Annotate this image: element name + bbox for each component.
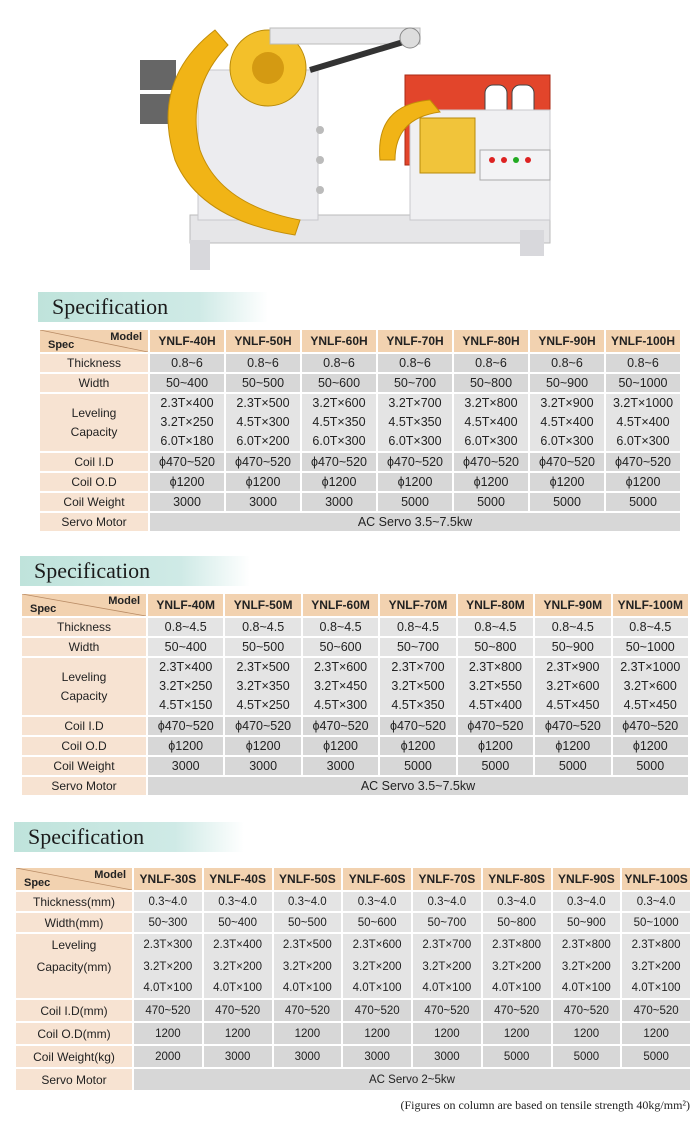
table-cell: 0.3~4.0 xyxy=(274,892,342,911)
model-header: YNLF-40S xyxy=(204,868,272,890)
spec-section-h xyxy=(38,292,682,533)
table-cell: 0.8~4.5 xyxy=(535,618,610,636)
table-cell: 50~900 xyxy=(535,638,610,656)
table-cell: 0.8~6 xyxy=(226,354,300,372)
model-header: YNLF-100S xyxy=(622,868,690,890)
table-cell: 0.8~4.5 xyxy=(303,618,378,636)
table-cell: 2.3T×800 3.2T×200 4.0T×100 xyxy=(483,934,551,998)
table-cell: 2.3T×700 3.2T×200 4.0T×100 xyxy=(413,934,481,998)
table-cell: ϕ470~520 xyxy=(606,453,680,471)
table-cell: 50~400 xyxy=(204,913,272,932)
machine-photo xyxy=(120,0,580,282)
table-cell: 3000 xyxy=(148,757,223,775)
model-header: YNLF-90M xyxy=(535,594,610,616)
model-header: YNLF-70M xyxy=(380,594,455,616)
row-label-coil-id: Coil I.D xyxy=(40,453,148,471)
table-cell: 470~520 xyxy=(622,1000,690,1021)
table-cell: ϕ470~520 xyxy=(303,717,378,735)
table-cell: 5000 xyxy=(622,1046,690,1067)
table-cell: 50~500 xyxy=(226,374,300,392)
table-cell: 5000 xyxy=(606,493,680,511)
model-header: YNLF-70S xyxy=(413,868,481,890)
table-cell: 470~520 xyxy=(483,1000,551,1021)
spec-table-h xyxy=(38,328,682,533)
table-cell: ϕ1200 xyxy=(613,737,688,755)
table-cell: ϕ470~520 xyxy=(302,453,376,471)
footnote: (Figures on column are based on tensile strength 40kg/mm²) xyxy=(400,1098,690,1112)
table-cell: 3.2T×800 4.5T×400 6.0T×300 xyxy=(454,394,528,451)
row-label-coil-weight: Coil Weight(kg) xyxy=(16,1046,132,1067)
table-cell: 2.3T×500 4.5T×300 6.0T×200 xyxy=(226,394,300,451)
table-cell: 0.3~4.0 xyxy=(483,892,551,911)
table-cell: 2.3T×600 3.2T×450 4.5T×300 xyxy=(303,658,378,715)
table-cell: ϕ470~520 xyxy=(380,717,455,735)
table-cell: 50~500 xyxy=(274,913,342,932)
table-cell: 0.8~6 xyxy=(302,354,376,372)
table-cell: 1200 xyxy=(622,1023,690,1044)
table-cell: ϕ470~520 xyxy=(613,717,688,735)
table-cell: 2.3T×400 3.2T×250 6.0T×180 xyxy=(150,394,224,451)
row-label-coil-od: Coil O.D xyxy=(40,473,148,491)
model-header: YNLF-30S xyxy=(134,868,202,890)
row-label-width: Width(mm) xyxy=(16,913,132,932)
table-cell: 0.8~6 xyxy=(454,354,528,372)
table-cell: 3000 xyxy=(413,1046,481,1067)
row-label-thickness: Thickness xyxy=(40,354,148,372)
model-header: YNLF-50S xyxy=(274,868,342,890)
table-cell: 470~520 xyxy=(553,1000,621,1021)
table-cell: 0.8~4.5 xyxy=(225,618,300,636)
table-cell: 50~600 xyxy=(303,638,378,656)
model-header: YNLF-100M xyxy=(613,594,688,616)
table-cell: 50~700 xyxy=(378,374,452,392)
model-header: YNLF-50M xyxy=(225,594,300,616)
table-cell: 5000 xyxy=(454,493,528,511)
table-cell: ϕ470~520 xyxy=(225,717,300,735)
table-cell: AC Servo 2~5kw xyxy=(134,1069,690,1090)
table-cell: ϕ470~520 xyxy=(148,717,223,735)
row-label-servo: Servo Motor xyxy=(22,777,146,795)
section-title: Specification xyxy=(14,822,692,852)
table-cell: 2.3T×800 3.2T×550 4.5T×400 xyxy=(458,658,533,715)
table-cell: 3.2T×1000 4.5T×400 6.0T×300 xyxy=(606,394,680,451)
table-cell: ϕ1200 xyxy=(454,473,528,491)
table-cell: ϕ1200 xyxy=(148,737,223,755)
table-cell: 3000 xyxy=(274,1046,342,1067)
table-cell: 50~500 xyxy=(225,638,300,656)
table-cell: ϕ1200 xyxy=(226,473,300,491)
table-cell: 3000 xyxy=(302,493,376,511)
table-cell: ϕ1200 xyxy=(302,473,376,491)
table-cell: 1200 xyxy=(413,1023,481,1044)
table-cell: ϕ1200 xyxy=(225,737,300,755)
model-header: YNLF-90H xyxy=(530,330,604,352)
table-cell: 5000 xyxy=(553,1046,621,1067)
table-cell: 0.3~4.0 xyxy=(553,892,621,911)
table-cell: 50~700 xyxy=(380,638,455,656)
model-header: YNLF-70H xyxy=(378,330,452,352)
table-cell: 5000 xyxy=(378,493,452,511)
table-cell: 1200 xyxy=(483,1023,551,1044)
table-cell: 0.3~4.0 xyxy=(622,892,690,911)
table-corner: Model Spec xyxy=(40,330,148,352)
model-header: YNLF-80M xyxy=(458,594,533,616)
row-label-coil-id: Coil I.D(mm) xyxy=(16,1000,132,1021)
table-cell: 1200 xyxy=(134,1023,202,1044)
table-cell: 50~800 xyxy=(483,913,551,932)
table-cell: 0.3~4.0 xyxy=(204,892,272,911)
table-cell: 2000 xyxy=(134,1046,202,1067)
table-cell: 50~1000 xyxy=(606,374,680,392)
table-cell: 50~300 xyxy=(134,913,202,932)
row-label-thickness: Thickness(mm) xyxy=(16,892,132,911)
table-cell: 2.3T×400 3.2T×250 4.5T×150 xyxy=(148,658,223,715)
table-cell: 3000 xyxy=(204,1046,272,1067)
table-cell: 0.8~4.5 xyxy=(380,618,455,636)
table-cell: 2.3T×600 3.2T×200 4.0T×100 xyxy=(343,934,411,998)
table-cell: 5000 xyxy=(530,493,604,511)
row-label-coil-weight: Coil Weight xyxy=(40,493,148,511)
model-header: YNLF-80S xyxy=(483,868,551,890)
table-cell: 50~1000 xyxy=(613,638,688,656)
row-label-leveling: Leveling Capacity xyxy=(22,658,146,715)
table-cell: 50~700 xyxy=(413,913,481,932)
table-cell: 1200 xyxy=(343,1023,411,1044)
section-title: Specification xyxy=(38,292,682,322)
table-cell: 470~520 xyxy=(413,1000,481,1021)
table-cell: 470~520 xyxy=(204,1000,272,1021)
row-label-thickness: Thickness xyxy=(22,618,146,636)
row-label-coil-id: Coil I.D xyxy=(22,717,146,735)
model-header: YNLF-100H xyxy=(606,330,680,352)
model-header: YNLF-40M xyxy=(148,594,223,616)
table-cell: 3000 xyxy=(343,1046,411,1067)
table-cell: ϕ1200 xyxy=(150,473,224,491)
model-header: YNLF-60M xyxy=(303,594,378,616)
table-cell: 5000 xyxy=(535,757,610,775)
table-cell: 50~800 xyxy=(458,638,533,656)
model-header: YNLF-50H xyxy=(226,330,300,352)
table-cell: 2.3T×400 3.2T×200 4.0T×100 xyxy=(204,934,272,998)
table-cell: 2.3T×900 3.2T×600 4.5T×450 xyxy=(535,658,610,715)
table-cell: ϕ470~520 xyxy=(530,453,604,471)
table-cell: 50~800 xyxy=(454,374,528,392)
table-cell: 0.3~4.0 xyxy=(413,892,481,911)
table-cell: 3000 xyxy=(150,493,224,511)
row-label-servo: Servo Motor xyxy=(40,513,148,531)
table-cell: 50~400 xyxy=(148,638,223,656)
table-cell: 5000 xyxy=(458,757,533,775)
table-cell: 50~600 xyxy=(343,913,411,932)
table-cell: 5000 xyxy=(613,757,688,775)
table-cell: 50~400 xyxy=(150,374,224,392)
table-cell: 2.3T×800 3.2T×200 4.0T×100 xyxy=(553,934,621,998)
spec-section-m xyxy=(20,556,690,797)
table-cell: ϕ1200 xyxy=(530,473,604,491)
table-cell: ϕ1200 xyxy=(378,473,452,491)
table-cell: 2.3T×800 3.2T×200 4.0T×100 xyxy=(622,934,690,998)
table-cell: 3.2T×600 4.5T×350 6.0T×300 xyxy=(302,394,376,451)
table-cell: ϕ1200 xyxy=(303,737,378,755)
table-cell: 50~1000 xyxy=(622,913,690,932)
row-label-leveling: Leveling Capacity xyxy=(40,394,148,451)
table-cell: 0.8~6 xyxy=(150,354,224,372)
table-cell: 2.3T×500 3.2T×350 4.5T×250 xyxy=(225,658,300,715)
row-label-width: Width xyxy=(40,374,148,392)
table-cell: ϕ470~520 xyxy=(535,717,610,735)
table-corner: Model Spec xyxy=(22,594,146,616)
table-cell: ϕ470~520 xyxy=(378,453,452,471)
model-header: YNLF-60H xyxy=(302,330,376,352)
row-label-coil-od: Coil O.D xyxy=(22,737,146,755)
table-cell: 1200 xyxy=(553,1023,621,1044)
table-cell: 3.2T×700 4.5T×350 6.0T×300 xyxy=(378,394,452,451)
table-cell: 5000 xyxy=(483,1046,551,1067)
table-cell: 0.8~4.5 xyxy=(458,618,533,636)
model-header: YNLF-40H xyxy=(150,330,224,352)
spec-table-s xyxy=(14,866,692,1092)
table-cell: 470~520 xyxy=(134,1000,202,1021)
section-title: Specification xyxy=(20,556,690,586)
table-cell: 0.8~4.5 xyxy=(148,618,223,636)
table-cell: 50~600 xyxy=(302,374,376,392)
row-label-coil-weight: Coil Weight xyxy=(22,757,146,775)
table-cell: 3000 xyxy=(303,757,378,775)
table-cell: 5000 xyxy=(380,757,455,775)
table-cell: 0.8~4.5 xyxy=(613,618,688,636)
table-cell: 3000 xyxy=(226,493,300,511)
table-cell: 0.8~6 xyxy=(378,354,452,372)
model-header: YNLF-80H xyxy=(454,330,528,352)
table-cell: 470~520 xyxy=(343,1000,411,1021)
table-cell: 0.3~4.0 xyxy=(134,892,202,911)
spec-section-s xyxy=(14,822,692,1092)
table-cell: AC Servo 3.5~7.5kw xyxy=(148,777,688,795)
table-corner: Model Spec xyxy=(16,868,132,890)
table-cell: 50~900 xyxy=(553,913,621,932)
table-cell: 2.3T×300 3.2T×200 4.0T×100 xyxy=(134,934,202,998)
table-cell: 3.2T×900 4.5T×400 6.0T×300 xyxy=(530,394,604,451)
table-cell: 0.3~4.0 xyxy=(343,892,411,911)
table-cell: 2.3T×500 3.2T×200 4.0T×100 xyxy=(274,934,342,998)
row-label-servo: Servo Motor xyxy=(16,1069,132,1090)
spec-table-m xyxy=(20,592,690,797)
table-cell: AC Servo 3.5~7.5kw xyxy=(150,513,680,531)
row-label-width: Width xyxy=(22,638,146,656)
table-cell: 3000 xyxy=(225,757,300,775)
row-label-leveling: Leveling Capacity(mm) xyxy=(16,934,132,998)
table-cell: 50~900 xyxy=(530,374,604,392)
table-cell: ϕ1200 xyxy=(380,737,455,755)
table-cell: 470~520 xyxy=(274,1000,342,1021)
table-cell: ϕ1200 xyxy=(535,737,610,755)
table-cell: ϕ470~520 xyxy=(226,453,300,471)
table-cell: 0.8~6 xyxy=(530,354,604,372)
row-label-coil-od: Coil O.D(mm) xyxy=(16,1023,132,1044)
table-cell: 2.3T×1000 3.2T×600 4.5T×450 xyxy=(613,658,688,715)
model-header: YNLF-60S xyxy=(343,868,411,890)
table-cell: 2.3T×700 3.2T×500 4.5T×350 xyxy=(380,658,455,715)
table-cell: ϕ1200 xyxy=(458,737,533,755)
table-cell: 1200 xyxy=(204,1023,272,1044)
table-cell: ϕ470~520 xyxy=(150,453,224,471)
table-cell: 0.8~6 xyxy=(606,354,680,372)
table-cell: ϕ470~520 xyxy=(454,453,528,471)
table-cell: ϕ470~520 xyxy=(458,717,533,735)
model-header: YNLF-90S xyxy=(553,868,621,890)
table-cell: ϕ1200 xyxy=(606,473,680,491)
table-cell: 1200 xyxy=(274,1023,342,1044)
